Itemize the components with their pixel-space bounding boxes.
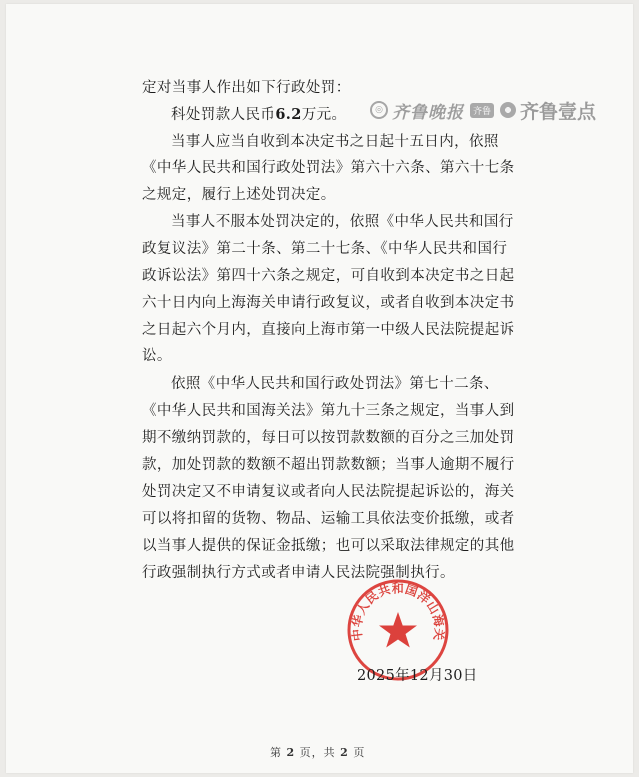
text-line: 政诉讼法》第四十六条之规定，可自收到本决定书之日起 (142, 268, 515, 284)
text-line: 之日起六个月内，直接向上海市第一中级人民法院提起诉 (142, 322, 515, 338)
text-line: 行政强制执行方式或者申请人民法院强制执行。 (142, 565, 455, 581)
text-line: 《中华人民共和国行政处罚法》第六十六条、第六十七条 (142, 160, 515, 176)
watermark-circle-icon: ◎ (370, 101, 388, 119)
qilu-logo-icon (500, 102, 516, 118)
footer-label: 第 (270, 746, 282, 759)
text-line: 定对当事人作出如下行政处罚： (142, 80, 351, 96)
watermark-badge: 齐鲁 (470, 103, 494, 118)
text-line: 当事人不服本处罚决定的，依照《中华人民共和国行 (171, 214, 514, 230)
footer-label: 页 (353, 746, 366, 759)
footer-total-pages: 2 (340, 746, 349, 759)
text-line: 讼。 (142, 348, 172, 364)
penalty-amount: 6.2 (275, 106, 302, 123)
text-line: 处罚决定又不申请复议或者向人民法院提起诉讼的，海关 (142, 484, 515, 500)
document-date: 2025年12月30日 (357, 668, 478, 684)
text-line: 六十日内向上海海关申请行政复议，或者自收到本决定书 (142, 295, 515, 311)
footer-page-number: 2 (286, 746, 296, 759)
text-line: 期不缴纳罚款的，每日可以按罚款数额的百分之三加处罚 (142, 430, 515, 446)
text-line: 以当事人提供的保证金抵缴；也可以采取法律规定的其他 (142, 538, 515, 554)
watermark (370, 97, 596, 123)
page-footer (270, 744, 365, 760)
document-page (6, 4, 633, 773)
text-line: 可以将扣留的货物、物品、运输工具依法变价抵缴，或者 (142, 511, 515, 527)
text-line: 之规定，履行上述处罚决定。 (142, 187, 336, 203)
star-icon (379, 612, 417, 648)
svg-text:中华人民共和国洋山海关: 中华人民共和国洋山海关 (349, 581, 447, 642)
text-line-penalty (171, 105, 346, 125)
text-line: 款，加处罚款的数额不超出罚款数额；当事人逾期不履行 (142, 457, 515, 473)
text-line: 政复议法》第二十条、第二十七条、《中华人民共和国行 (142, 241, 508, 257)
text-line: 当事人应当自收到本决定书之日起十五日内，依照 (171, 134, 499, 150)
watermark-brand-qilu-evening: 齐鲁晚报 (392, 102, 464, 123)
text-line: 依照《中华人民共和国行政处罚法》第七十二条、 (171, 376, 499, 392)
penalty-prefix: 科处罚款人民币 (171, 107, 276, 123)
text-line: 《中华人民共和国海关法》第九十三条之规定，当事人到 (142, 403, 515, 419)
footer-label: 页，共 (299, 746, 336, 759)
watermark-brand-qilu-yidian: 齐鲁壹点 (520, 100, 597, 123)
penalty-suffix: 万元。 (301, 107, 347, 123)
